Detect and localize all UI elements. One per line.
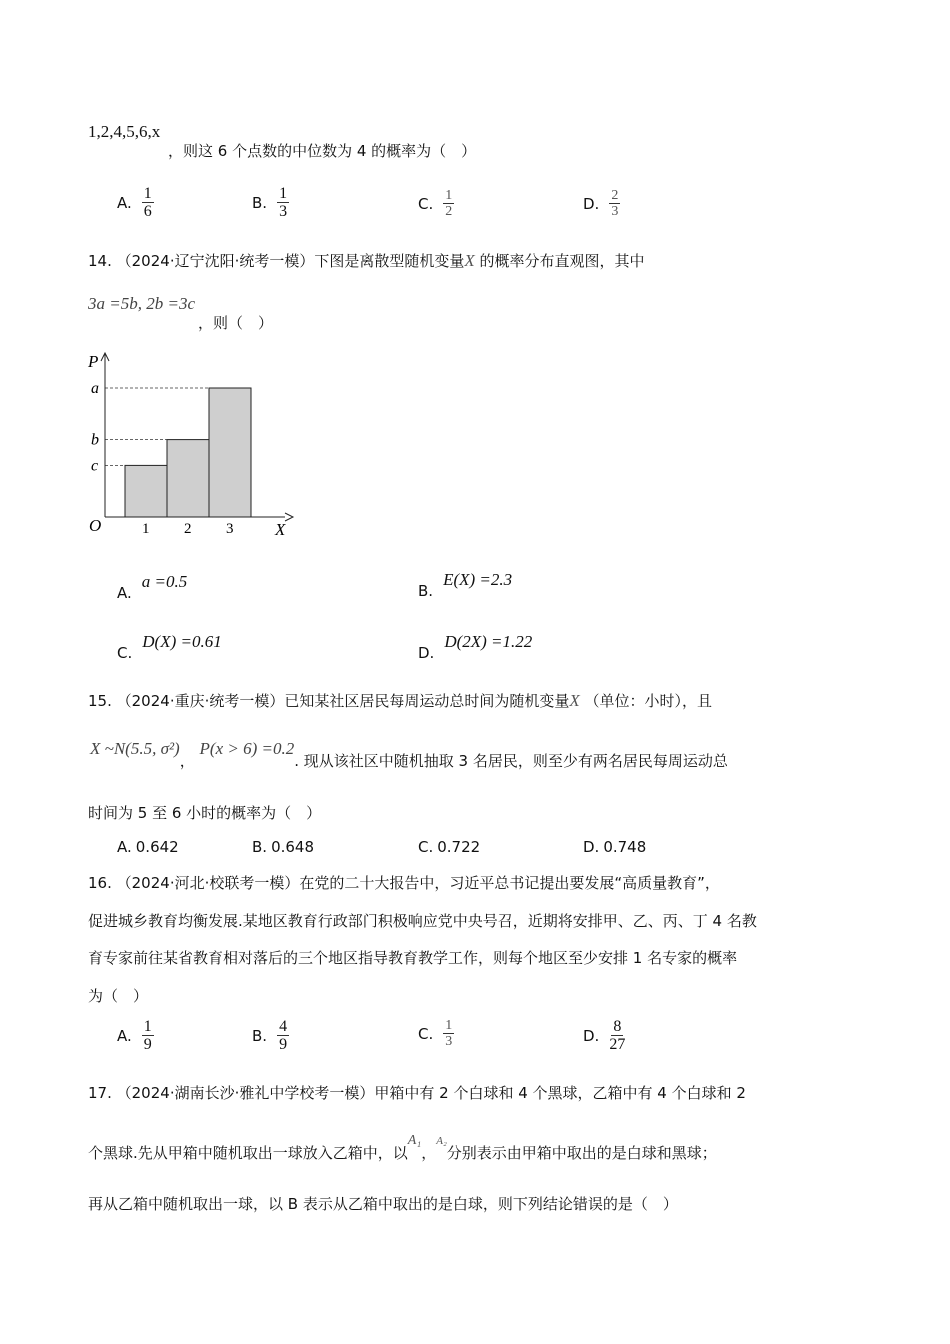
q14-stem xyxy=(88,250,645,271)
q14-options-3-expr: D(2X) =1.22 xyxy=(444,632,533,651)
q17-line3: 再从乙箱中随机取出一球，以 B 表示从乙箱中取出的是白球，则下列结论错误的是（ ） xyxy=(88,1195,678,1213)
q13-options-1-den: 3 xyxy=(279,203,288,220)
q13-text: ，则这 6 个点数的中位数为 4 的概率为（ ） xyxy=(168,142,477,160)
q15-option-d[interactable] xyxy=(583,838,646,856)
q15-option-a[interactable] xyxy=(117,838,179,856)
q14-options-2-expr: D(X) =0.61 xyxy=(142,632,222,651)
q13-options-1-num: 1 xyxy=(279,185,288,202)
q16-options-3-num: 8 xyxy=(613,1018,622,1035)
q16-line1 xyxy=(88,872,720,893)
q13-option-b[interactable] xyxy=(252,185,289,220)
q14-options-3-label: D. xyxy=(418,644,435,662)
fraction xyxy=(277,185,289,220)
q14-options-2-label: C. xyxy=(117,644,133,662)
q14-math: 3a =5b, 2b =3c xyxy=(88,294,195,313)
q17-source: （2024·湖南长沙·雅礼中学校考一模） xyxy=(116,1084,375,1102)
q13-option-c[interactable] xyxy=(418,188,454,219)
q17-a1: A₁ xyxy=(407,1133,422,1148)
q15-options-3-value: 0.748 xyxy=(603,838,647,856)
q13-options-2-den: 2 xyxy=(445,204,453,219)
q15-sep: ， xyxy=(179,752,195,770)
q14-option-a[interactable] xyxy=(117,570,187,602)
q15-var: X xyxy=(569,691,580,710)
q15-option-c[interactable] xyxy=(418,838,480,856)
q14-text1: 下图是离散型随机变量 xyxy=(314,252,465,270)
histogram-bar xyxy=(167,440,209,517)
q14-options-1-label: B. xyxy=(418,582,434,600)
option-label: A. xyxy=(117,193,132,212)
fraction xyxy=(142,185,154,220)
q17-line2 xyxy=(88,1133,717,1163)
q15-text1: 已知某社区居民每周运动总时间为随机变量 xyxy=(284,692,570,710)
q15-options-3-label: D. xyxy=(583,838,600,856)
q17-line1 xyxy=(88,1082,746,1103)
q15-number: 15. xyxy=(88,692,112,710)
x-tick-label: 3 xyxy=(226,521,234,537)
q15-options-0-label: A. xyxy=(117,838,132,856)
q13-math: 1,2,4,5,6,x xyxy=(88,122,161,141)
q15-math1: X ~N(5.5, σ²) xyxy=(90,739,180,758)
q15-option-b[interactable] xyxy=(252,838,314,856)
q15-options-1-label: B. xyxy=(252,838,268,856)
q14-source: （2024·辽宁沈阳·统考一模） xyxy=(116,252,315,270)
q14-option-b[interactable] xyxy=(418,568,512,600)
q16-source: （2024·河北·校联考一模） xyxy=(116,874,300,892)
q17-line2b: 分别表示由甲箱中取出的是白球和黑球； xyxy=(446,1144,717,1162)
q13-options-3-den: 3 xyxy=(611,204,619,219)
q15-text2: （单位：小时），且 xyxy=(584,692,713,710)
q17-comma: ， xyxy=(421,1144,437,1162)
fraction xyxy=(443,188,454,219)
q17-a2: A₂ xyxy=(436,1135,447,1147)
histogram-bar xyxy=(209,388,251,517)
q15-source: （2024·重庆·统考一模） xyxy=(116,692,285,710)
q16-option-b[interactable] xyxy=(252,1018,289,1053)
q13-options-3-num: 2 xyxy=(611,188,619,203)
x-axis-label: X xyxy=(275,520,286,539)
q16-options-0-num: 1 xyxy=(143,1018,152,1035)
q15-stem-end: 时间为 5 至 6 小时的概率为（ ） xyxy=(88,804,322,822)
level-label: a xyxy=(91,380,99,397)
q16-options-1-den: 9 xyxy=(279,1036,288,1053)
q13-options-0-num: 1 xyxy=(143,185,152,202)
q16-options-3-label: D. xyxy=(583,1026,600,1045)
q14-var: X xyxy=(464,251,475,270)
fraction xyxy=(609,188,620,219)
q15-stem xyxy=(88,690,712,711)
q16-options-1-num: 4 xyxy=(279,1018,288,1035)
q16-options-2-num: 1 xyxy=(445,1018,453,1033)
histogram-bar xyxy=(125,465,167,517)
q14-number: 14. xyxy=(88,252,112,270)
q15-math2: P(x > 6) =0.2 xyxy=(199,739,295,758)
q16-line3: 育专家前往某省教育相对落后的三个地区指导教育教学工作，则每个地区至少安排 1 名专家的概率 xyxy=(88,949,738,967)
q14-options-0-label: A. xyxy=(117,584,132,602)
q15-text3: . 现从该社区中随机抽取 3 名居民，则至少有两名居民每周运动总 xyxy=(294,752,728,770)
q14-options-0-expr: a =0.5 xyxy=(141,572,188,591)
q15-options-2-label: C. xyxy=(418,838,434,856)
option-label: D. xyxy=(583,194,600,213)
q14-options-1-expr: E(X) =2.3 xyxy=(443,570,513,589)
q17-line2a: 个黑球.先从甲箱中随机取出一球放入乙箱中，以 xyxy=(88,1144,408,1162)
q16-line2: 促进城乡教育均衡发展.某地区教育行政部门积极响应党中央号召，近期将安排甲、乙、丙、丁 4 名教 xyxy=(88,912,757,930)
y-axis-label: P xyxy=(88,352,99,371)
q16-options-2-den: 3 xyxy=(445,1034,453,1049)
q16-option-a[interactable] xyxy=(117,1018,154,1053)
q15-condition xyxy=(90,738,728,770)
q17-number: 17. xyxy=(88,1084,112,1102)
x-axis-arrow-icon xyxy=(285,513,293,521)
q16-number: 16. xyxy=(88,874,112,892)
q14-option-d[interactable] xyxy=(418,630,532,662)
level-label: b xyxy=(91,431,99,449)
q16-line4: 为（ ） xyxy=(88,987,149,1005)
origin-label: O xyxy=(89,516,102,535)
x-tick-label: 1 xyxy=(142,521,150,537)
q16-options-0-den: 9 xyxy=(143,1036,152,1053)
x-tick-label: 2 xyxy=(184,521,192,537)
q16-option-c[interactable] xyxy=(418,1018,454,1049)
q15-options-1-value: 0.648 xyxy=(271,838,315,856)
q15-options-0-value: 0.642 xyxy=(135,838,179,856)
q14-then: ，则（ ） xyxy=(198,314,274,332)
q13-options-2-num: 1 xyxy=(445,188,453,203)
q16-options-3-den: 27 xyxy=(609,1036,626,1053)
q16-option-d[interactable] xyxy=(583,1018,625,1053)
q13-option-a[interactable] xyxy=(117,185,154,220)
level-label: c xyxy=(91,457,99,475)
q16-options-2-label: C. xyxy=(418,1024,434,1043)
q15-options-2-value: 0.722 xyxy=(437,838,481,856)
q14-option-c[interactable] xyxy=(117,630,222,662)
q16-options-1-label: B. xyxy=(252,1026,268,1045)
q13-option-d[interactable] xyxy=(583,188,620,219)
q13-options-0-den: 6 xyxy=(143,203,152,220)
q16-line1: 在党的二十大报告中，习近平总书记提出要发展“高质量教育”， xyxy=(299,874,720,892)
q14-text2: 的概率分布直观图，其中 xyxy=(479,252,645,270)
q16-options-0-label: A. xyxy=(117,1026,132,1045)
option-label: C. xyxy=(418,194,434,213)
probability-histogram xyxy=(80,345,300,545)
option-label: B. xyxy=(252,193,268,212)
q17-line1: 甲箱中有 2 个白球和 4 个黑球，乙箱中有 4 个白球和 2 xyxy=(374,1084,746,1102)
